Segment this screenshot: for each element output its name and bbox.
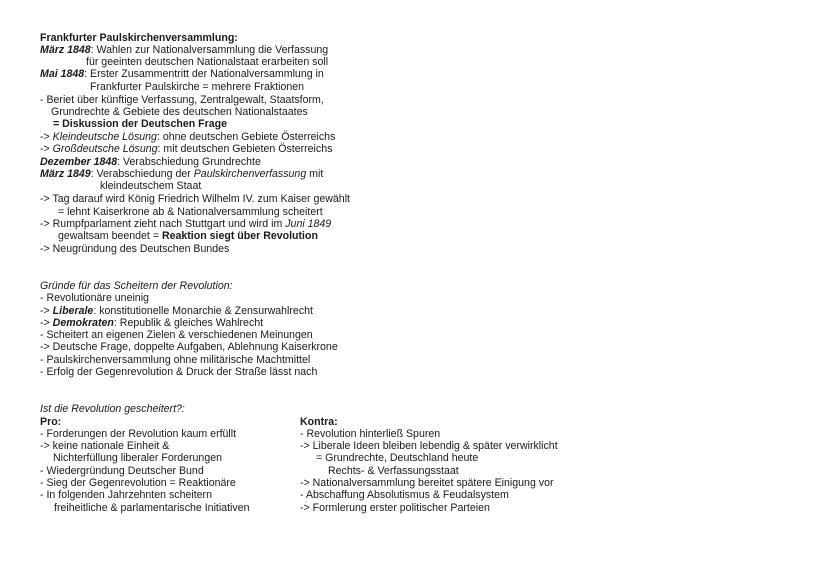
pro-item: -> keine nationale Einheit & — [40, 440, 170, 452]
kontra-item: = Grundrechte, Deutschland heute — [316, 452, 479, 464]
note-line: -> Großdeutsche Lösung: mit deutschen Gebieten Österreichs — [40, 143, 333, 155]
note-line: - Revolutionäre uneinig — [40, 292, 149, 304]
note-line: Frankfurter Paulskirche = mehrere Fraktionen — [90, 81, 305, 93]
kontra-item: -> Nationalversammlung bereitet spätere Einigung vor — [300, 477, 554, 489]
note-line: Mai 1848: Erster Zusammentritt der Nationalversammlung in — [40, 68, 324, 80]
section-title-gruende: Gründe für das Scheitern der Revolution: — [40, 280, 233, 292]
note-line: -> Rumpfparlament zieht nach Stuttgart und wird im Juni 1849 — [40, 218, 332, 230]
note-line: -> Tag darauf wird König Friedrich Wilhelm IV. zum Kaiser gewählt — [40, 193, 351, 205]
pro-item: - In folgenden Jahrzehnten scheitern — [40, 489, 212, 501]
note-line: - Scheitert an eigenen Zielen & verschiedenen Meinungen — [40, 329, 313, 341]
note-line: = lehnt Kaiserkrone ab & Nationalversammlung scheitert — [58, 206, 323, 218]
note-line: -> Kleindeutsche Lösung: ohne deutschen Gebiete Österreichs — [40, 131, 336, 143]
note-line: gewaltsam beendet = Reaktion siegt über Revolution — [58, 230, 318, 242]
section-title-gescheitert: Ist die Revolution gescheitert?: — [40, 403, 185, 415]
pro-item: - Forderungen der Revolution kaum erfüllt — [40, 428, 237, 440]
kontra-item: -> Formlerung erster politischer Parteien — [300, 502, 490, 514]
note-line: März 1849: Verabschiedung der Paulskirchenverfassung mit — [40, 168, 324, 180]
note-line: -> Demokraten: Republik & gleiches Wahlrecht — [40, 317, 264, 329]
kontra-item: Rechts- & Verfassungsstaat — [328, 465, 459, 477]
pro-item: - Wiedergründung Deutscher Bund — [40, 465, 204, 477]
note-line: -> Deutsche Frage, doppelte Aufgaben, Ablehnung Kaiserkrone — [40, 341, 338, 353]
note-line: für geeinten deutschen Nationalstaat erarbeiten soll — [86, 56, 329, 68]
note-line: Grundrechte & Gebiete des deutschen Nationalstaates — [51, 106, 308, 118]
note-line: -> Neugründung des Deutschen Bundes — [40, 243, 230, 255]
pro-item: - Sieg der Gegenrevolution = Reaktionäre — [40, 477, 236, 489]
note-line: - Erfolg der Gegenrevolution & Druck der Straße lässt nach — [40, 366, 318, 378]
note-line: kleindeutschem Staat — [100, 180, 202, 192]
pro-item: Nichterfüllung liberaler Forderungen — [53, 452, 223, 464]
kontra-item: - Revolution hinterließ Spuren — [300, 428, 441, 440]
note-line: -> Liberale: konstitutionelle Monarchie & Zensurwahlrecht — [40, 305, 313, 317]
note-line: - Paulskirchenversammlung ohne militärische Machtmittel — [40, 354, 311, 366]
note-line: März 1848: Wahlen zur Nationalversammlung die Verfassung — [40, 44, 329, 56]
section-title-paulskirche: Frankfurter Paulskirchenversammlung: — [40, 32, 238, 44]
note-line: Dezember 1848: Verabschiedung Grundrechte — [40, 156, 261, 168]
kontra-heading: Kontra: — [300, 416, 338, 428]
kontra-item: - Abschaffung Absolutismus & Feudalsystem — [300, 489, 509, 501]
note-line: - Beriet über künftige Verfassung, Zentralgewalt, Staatsform, — [40, 94, 324, 106]
kontra-item: -> Liberale Ideen bleiben lebendig & später verwirklicht — [300, 440, 558, 452]
pro-heading: Pro: — [40, 416, 62, 428]
note-line: = Diskussion der Deutschen Frage — [53, 118, 227, 130]
pro-item: freiheitliche & parlamentarische Initiativen — [54, 502, 250, 514]
